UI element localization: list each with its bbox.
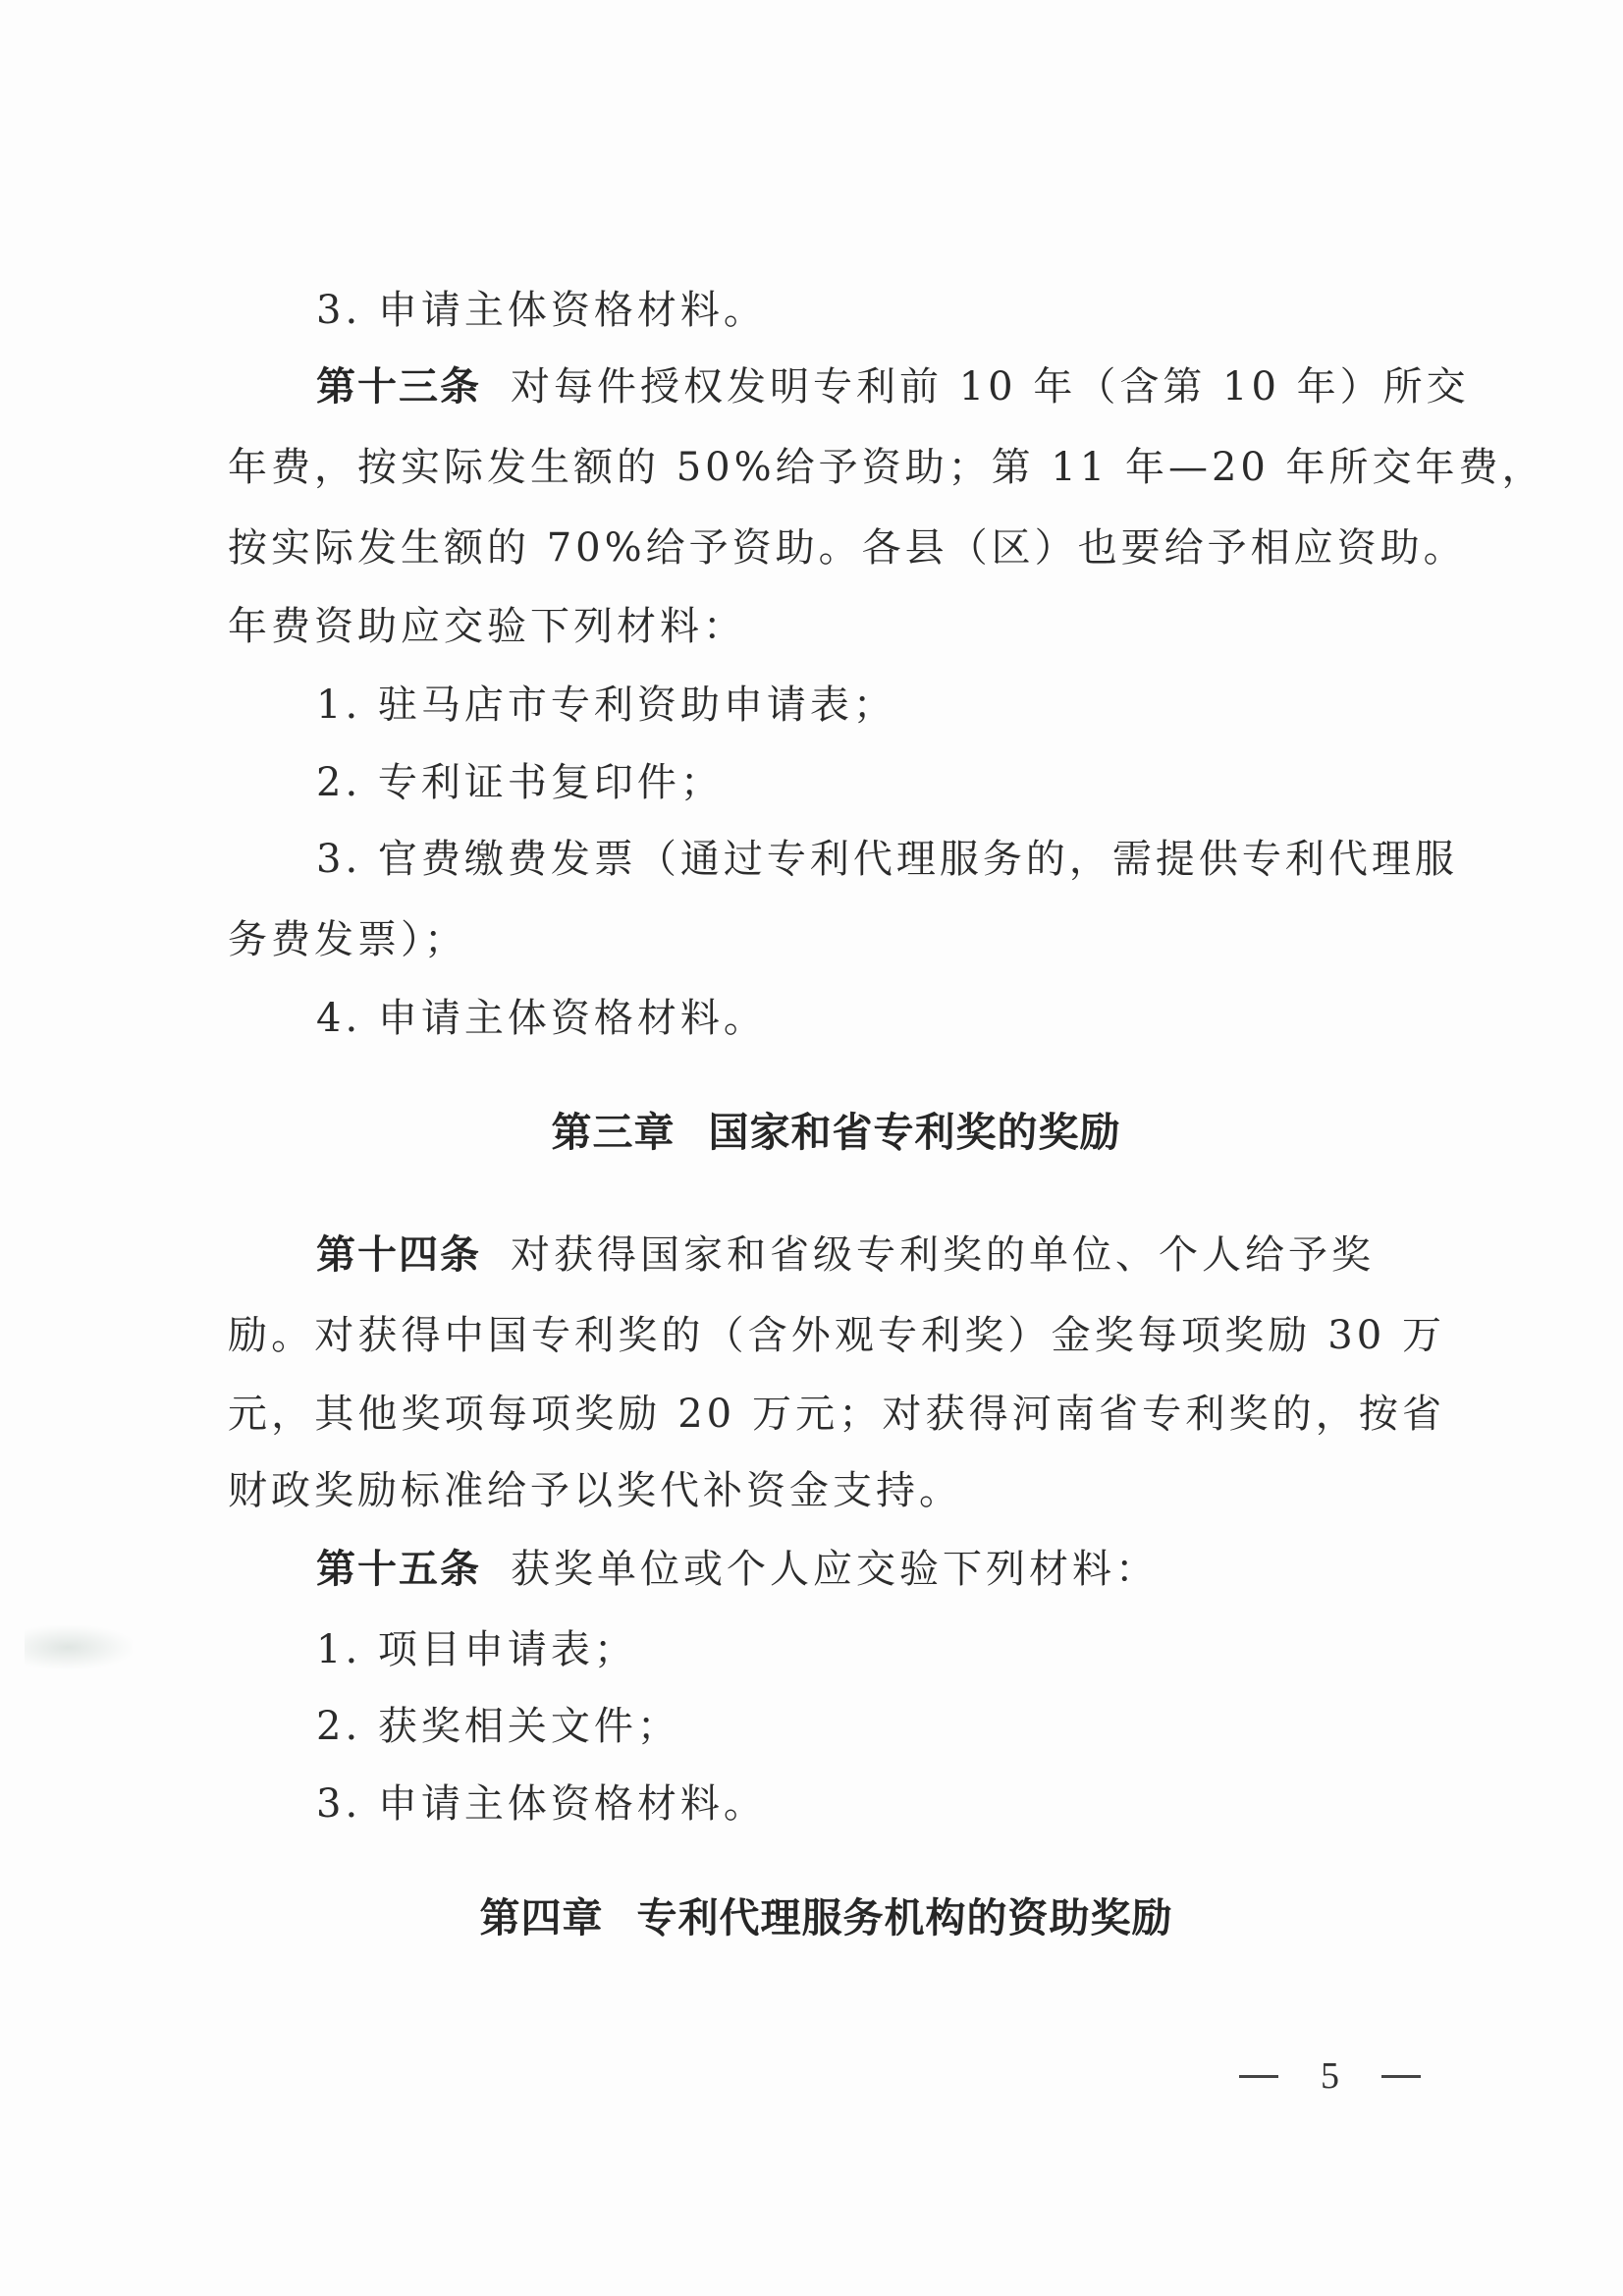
list-item: 3. 申请主体资格材料。 <box>316 1781 767 1827</box>
article-15-text-line-1: 获奖单位或个人应交验下列材料： <box>511 1547 1159 1592</box>
article-15-label: 第十五条 <box>316 1547 481 1592</box>
page-number-dash-left <box>1239 2075 1278 2078</box>
article-13-text-line-1: 对每件授权发明专利前 10 年（含第 10 年）所交 <box>511 364 1470 410</box>
chapter-3-title: 国家和省专利奖的奖励 <box>708 1109 1121 1156</box>
chapter-4-heading <box>0 1893 1623 1942</box>
list-item: 4. 申请主体资格材料。 <box>316 996 767 1041</box>
article-14-label: 第十四条 <box>316 1232 481 1278</box>
list-item: 1. 驻马店市专利资助申请表； <box>316 683 896 728</box>
article-13-label: 第十三条 <box>316 364 481 410</box>
article-14-text-line-1: 对获得国家和省级专利奖的单位、个人给予奖 <box>511 1232 1375 1278</box>
list-item: 2. 专利证书复印件； <box>316 760 724 805</box>
article-13-text-line-4: 年费资助应交验下列材料： <box>228 604 746 649</box>
chapter-3-number: 第三章 <box>551 1109 676 1156</box>
scan-smudge <box>25 1625 133 1669</box>
article-13-text-line-3: 按实际发生额的 70%给予资助。各县（区）也要给予相应资助。 <box>228 525 1467 571</box>
list-item: 2. 获奖相关文件； <box>316 1704 680 1749</box>
chapter-3-heading <box>0 1108 1623 1157</box>
chapter-4-number: 第四章 <box>479 1894 604 1941</box>
article-13-text-line-2: 年费，按实际发生额的 50%给予资助；第 11 年—20 年所交年费， <box>228 445 1545 490</box>
list-item: 1. 项目申请表； <box>316 1627 637 1672</box>
article-14-paragraph <box>316 1231 1375 1279</box>
page-number-value: 5 <box>1321 2055 1339 2097</box>
article-14-text-line-3: 元，其他奖项每项奖励 20 万元；对获得河南省专利奖的，按省 <box>228 1392 1445 1437</box>
list-item-continuation: 务费发票）； <box>228 917 467 962</box>
page-number <box>1239 2054 1421 2098</box>
list-item: 3. 官费缴费发票（通过专利代理服务的，需提供专利代理服 <box>316 837 1458 882</box>
article-13-paragraph <box>316 363 1470 410</box>
article-15-paragraph <box>316 1546 1159 1593</box>
chapter-4-title: 专利代理服务机构的资助奖励 <box>636 1894 1173 1941</box>
list-item: 3. 申请主体资格材料。 <box>316 288 767 333</box>
page-number-dash-right <box>1381 2075 1421 2078</box>
article-14-text-line-2: 励。对获得中国专利奖的（含外观专利奖）金奖每项奖励 30 万 <box>228 1313 1445 1358</box>
article-14-text-line-4: 财政奖励标准给予以奖代补资金支持。 <box>228 1468 962 1513</box>
